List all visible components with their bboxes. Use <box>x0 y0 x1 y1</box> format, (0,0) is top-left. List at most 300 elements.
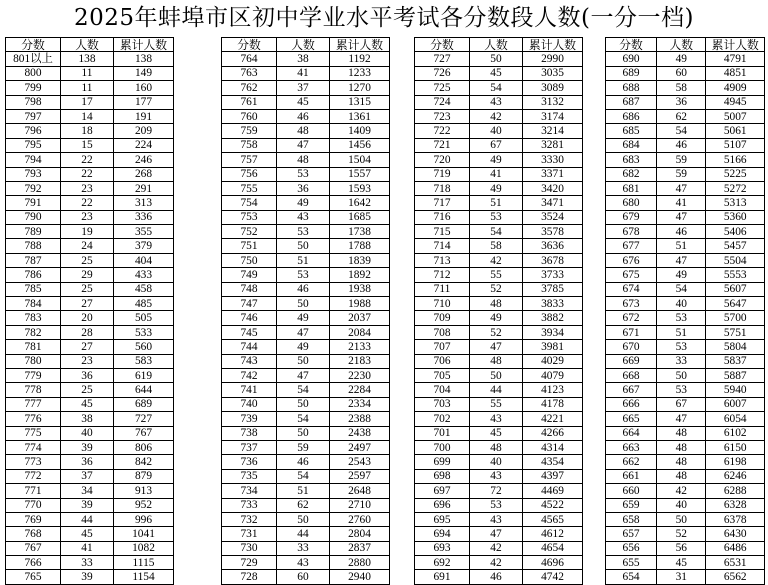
count-cell: 48 <box>657 469 706 483</box>
table-row <box>415 268 583 282</box>
count-cell: 50 <box>277 354 330 368</box>
count-cell: 50 <box>277 239 330 253</box>
count-cell: 53 <box>657 311 706 325</box>
table-row <box>606 66 765 80</box>
score-cell: 691 <box>415 570 470 584</box>
score-cell: 722 <box>415 124 470 138</box>
table-row <box>606 512 765 526</box>
cumulative-cell: 149 <box>114 66 174 80</box>
cumulative-cell: 2084 <box>330 325 390 339</box>
cumulative-cell: 2497 <box>330 440 390 454</box>
table-row <box>6 196 174 210</box>
cumulative-cell: 5504 <box>706 253 765 267</box>
count-cell: 51 <box>277 484 330 498</box>
cumulative-cell: 842 <box>114 455 174 469</box>
score-cell: 700 <box>415 440 470 454</box>
count-cell: 54 <box>277 383 330 397</box>
cumulative-cell: 2648 <box>330 484 390 498</box>
count-cell: 53 <box>277 225 330 239</box>
cumulative-cell: 2438 <box>330 426 390 440</box>
score-cell: 727 <box>415 52 470 66</box>
cumulative-cell: 4469 <box>523 484 583 498</box>
score-cell: 739 <box>222 412 277 426</box>
cumulative-cell: 2710 <box>330 498 390 512</box>
score-cell: 725 <box>415 81 470 95</box>
cumulative-cell: 4079 <box>523 368 583 382</box>
table-row <box>6 469 174 483</box>
count-cell: 54 <box>657 282 706 296</box>
score-cell: 663 <box>606 440 657 454</box>
count-cell: 47 <box>277 368 330 382</box>
cumulative-cell: 5061 <box>706 124 765 138</box>
count-cell: 53 <box>277 167 330 181</box>
count-cell: 33 <box>657 354 706 368</box>
cumulative-cell: 3882 <box>523 311 583 325</box>
table-row <box>606 109 765 123</box>
count-cell: 15 <box>61 138 114 152</box>
cumulative-cell: 4945 <box>706 95 765 109</box>
cumulative-cell: 4654 <box>523 541 583 555</box>
table-row <box>222 239 390 253</box>
count-cell: 31 <box>657 570 706 584</box>
table-row <box>222 556 390 570</box>
header-cumulative: 累计人数 <box>114 38 174 52</box>
table-row <box>606 469 765 483</box>
score-cell: 777 <box>6 397 61 411</box>
cumulative-cell: 583 <box>114 354 174 368</box>
cumulative-cell: 1685 <box>330 210 390 224</box>
score-cell: 701 <box>415 426 470 440</box>
count-cell: 18 <box>61 124 114 138</box>
cumulative-cell: 138 <box>114 52 174 66</box>
score-cell: 733 <box>222 498 277 512</box>
table-row <box>222 440 390 454</box>
score-cell: 757 <box>222 153 277 167</box>
cumulative-cell: 3174 <box>523 109 583 123</box>
count-cell: 42 <box>470 556 523 570</box>
score-cell: 710 <box>415 297 470 311</box>
count-cell: 62 <box>277 498 330 512</box>
cumulative-cell: 5607 <box>706 282 765 296</box>
table-row <box>415 138 583 152</box>
table-row <box>222 124 390 138</box>
table-row <box>415 225 583 239</box>
table-row <box>606 383 765 397</box>
score-cell: 798 <box>6 95 61 109</box>
count-cell: 33 <box>277 541 330 555</box>
table-row <box>6 440 174 454</box>
table-row <box>606 138 765 152</box>
table-row <box>6 412 174 426</box>
count-cell: 53 <box>657 340 706 354</box>
table-row <box>415 556 583 570</box>
count-cell: 47 <box>657 210 706 224</box>
count-cell: 47 <box>657 253 706 267</box>
score-cell: 693 <box>415 541 470 555</box>
count-cell: 49 <box>277 311 330 325</box>
table-row <box>222 455 390 469</box>
cumulative-cell: 6562 <box>706 570 765 584</box>
cumulative-cell: 209 <box>114 124 174 138</box>
score-cell: 781 <box>6 340 61 354</box>
cumulative-cell: 533 <box>114 325 174 339</box>
cumulative-cell: 224 <box>114 138 174 152</box>
cumulative-cell: 2334 <box>330 397 390 411</box>
count-cell: 59 <box>277 440 330 454</box>
count-cell: 39 <box>61 498 114 512</box>
score-cell: 749 <box>222 268 277 282</box>
count-cell: 40 <box>657 498 706 512</box>
count-cell: 58 <box>470 239 523 253</box>
table-row <box>6 239 174 253</box>
count-cell: 53 <box>277 268 330 282</box>
score-cell: 753 <box>222 210 277 224</box>
count-cell: 49 <box>657 268 706 282</box>
score-cell: 774 <box>6 440 61 454</box>
count-cell: 40 <box>61 426 114 440</box>
score-cell: 720 <box>415 153 470 167</box>
count-cell: 22 <box>61 196 114 210</box>
cumulative-cell: 3281 <box>523 138 583 152</box>
score-cell: 665 <box>606 412 657 426</box>
count-cell: 47 <box>657 412 706 426</box>
score-cell: 714 <box>415 239 470 253</box>
table-row <box>415 469 583 483</box>
score-cell: 679 <box>606 210 657 224</box>
cumulative-cell: 4221 <box>523 412 583 426</box>
cumulative-cell: 2880 <box>330 556 390 570</box>
table-row <box>415 282 583 296</box>
table-row <box>606 124 765 138</box>
count-cell: 40 <box>470 455 523 469</box>
cumulative-cell: 1115 <box>114 556 174 570</box>
count-cell: 43 <box>470 412 523 426</box>
count-cell: 45 <box>61 397 114 411</box>
count-cell: 25 <box>61 253 114 267</box>
count-cell: 49 <box>470 311 523 325</box>
cumulative-cell: 5553 <box>706 268 765 282</box>
cumulative-cell: 1988 <box>330 297 390 311</box>
count-cell: 54 <box>470 81 523 95</box>
cumulative-cell: 5360 <box>706 210 765 224</box>
cumulative-cell: 1788 <box>330 239 390 253</box>
cumulative-cell: 1082 <box>114 541 174 555</box>
table-row <box>606 196 765 210</box>
cumulative-cell: 6430 <box>706 527 765 541</box>
count-cell: 51 <box>277 253 330 267</box>
count-cell: 47 <box>277 325 330 339</box>
cumulative-cell: 1270 <box>330 81 390 95</box>
count-cell: 47 <box>470 527 523 541</box>
score-cell: 667 <box>606 383 657 397</box>
score-cell: 770 <box>6 498 61 512</box>
cumulative-cell: 5313 <box>706 196 765 210</box>
cumulative-cell: 291 <box>114 181 174 195</box>
score-cell: 738 <box>222 426 277 440</box>
count-cell: 54 <box>657 124 706 138</box>
score-cell: 745 <box>222 325 277 339</box>
count-cell: 54 <box>470 225 523 239</box>
score-cell: 654 <box>606 570 657 584</box>
table-row <box>6 95 174 109</box>
score-cell: 782 <box>6 325 61 339</box>
score-cell: 758 <box>222 138 277 152</box>
score-cell: 793 <box>6 167 61 181</box>
count-cell: 60 <box>657 66 706 80</box>
cumulative-cell: 4742 <box>523 570 583 584</box>
table-row <box>606 541 765 555</box>
table-row <box>415 440 583 454</box>
table-row <box>606 239 765 253</box>
score-cell: 732 <box>222 512 277 526</box>
score-cell: 775 <box>6 426 61 440</box>
table-row <box>606 412 765 426</box>
count-cell: 45 <box>277 95 330 109</box>
score-cell: 740 <box>222 397 277 411</box>
cumulative-cell: 2037 <box>330 311 390 325</box>
count-cell: 23 <box>61 210 114 224</box>
cumulative-cell: 2183 <box>330 354 390 368</box>
table-row <box>6 297 174 311</box>
cumulative-cell: 485 <box>114 297 174 311</box>
count-cell: 27 <box>61 340 114 354</box>
table-row <box>222 325 390 339</box>
score-cell: 661 <box>606 469 657 483</box>
cumulative-cell: 5225 <box>706 167 765 181</box>
table-row <box>606 153 765 167</box>
cumulative-cell: 1504 <box>330 153 390 167</box>
score-cell: 771 <box>6 484 61 498</box>
cumulative-cell: 6102 <box>706 426 765 440</box>
table-row <box>6 397 174 411</box>
table-row <box>6 81 174 95</box>
cumulative-cell: 3330 <box>523 153 583 167</box>
score-cell: 801以上 <box>6 52 61 66</box>
table-row <box>6 368 174 382</box>
score-cell: 695 <box>415 512 470 526</box>
cumulative-cell: 1192 <box>330 52 390 66</box>
count-cell: 49 <box>470 153 523 167</box>
score-cell: 737 <box>222 440 277 454</box>
count-cell: 48 <box>277 124 330 138</box>
score-cell: 799 <box>6 81 61 95</box>
score-cell: 788 <box>6 239 61 253</box>
cumulative-cell: 3636 <box>523 239 583 253</box>
count-cell: 48 <box>470 354 523 368</box>
cumulative-cell: 5887 <box>706 368 765 382</box>
cumulative-cell: 560 <box>114 340 174 354</box>
header-row <box>415 38 583 52</box>
score-cell: 713 <box>415 253 470 267</box>
cumulative-cell: 2543 <box>330 455 390 469</box>
score-cell: 729 <box>222 556 277 570</box>
score-cell: 779 <box>6 368 61 382</box>
table-row <box>222 225 390 239</box>
table-row <box>222 52 390 66</box>
cumulative-cell: 3678 <box>523 253 583 267</box>
table-row <box>606 527 765 541</box>
score-cell: 786 <box>6 268 61 282</box>
count-cell: 54 <box>277 412 330 426</box>
header-score: 分数 <box>606 38 657 52</box>
count-cell: 29 <box>61 268 114 282</box>
count-cell: 49 <box>277 340 330 354</box>
header-cumulative: 累计人数 <box>706 38 765 52</box>
count-cell: 36 <box>657 95 706 109</box>
score-cell: 730 <box>222 541 277 555</box>
score-cell: 674 <box>606 282 657 296</box>
cumulative-cell: 4909 <box>706 81 765 95</box>
table-row <box>415 527 583 541</box>
table-row <box>6 282 174 296</box>
table-row <box>415 383 583 397</box>
count-cell: 14 <box>61 109 114 123</box>
cumulative-cell: 879 <box>114 469 174 483</box>
cumulative-cell: 1839 <box>330 253 390 267</box>
score-cell: 724 <box>415 95 470 109</box>
count-cell: 67 <box>657 397 706 411</box>
table-row <box>222 383 390 397</box>
score-cell: 748 <box>222 282 277 296</box>
table-row <box>6 556 174 570</box>
table-row <box>222 354 390 368</box>
header-count: 人数 <box>61 38 114 52</box>
count-cell: 28 <box>61 325 114 339</box>
count-cell: 50 <box>277 397 330 411</box>
count-cell: 43 <box>277 556 330 570</box>
table-row <box>606 368 765 382</box>
cumulative-cell: 806 <box>114 440 174 454</box>
cumulative-cell: 379 <box>114 239 174 253</box>
table-row <box>222 282 390 296</box>
score-cell: 769 <box>6 512 61 526</box>
table-row <box>606 253 765 267</box>
table-row <box>415 484 583 498</box>
count-cell: 42 <box>470 109 523 123</box>
count-cell: 48 <box>657 455 706 469</box>
score-cell: 784 <box>6 297 61 311</box>
cumulative-cell: 6486 <box>706 541 765 555</box>
table-row <box>415 153 583 167</box>
cumulative-cell: 5647 <box>706 297 765 311</box>
header-score: 分数 <box>222 38 277 52</box>
cumulative-cell: 2837 <box>330 541 390 555</box>
score-cell: 697 <box>415 484 470 498</box>
score-cell: 731 <box>222 527 277 541</box>
score-cell: 706 <box>415 354 470 368</box>
header-row <box>606 38 765 52</box>
score-cell: 773 <box>6 455 61 469</box>
count-cell: 50 <box>657 368 706 382</box>
score-cell: 751 <box>222 239 277 253</box>
score-cell: 687 <box>606 95 657 109</box>
table-row <box>606 282 765 296</box>
table-row <box>6 311 174 325</box>
score-cell: 708 <box>415 325 470 339</box>
count-cell: 60 <box>277 570 330 584</box>
score-cell: 694 <box>415 527 470 541</box>
table-row <box>6 383 174 397</box>
score-cell: 709 <box>415 311 470 325</box>
table-row <box>415 124 583 138</box>
cumulative-cell: 6054 <box>706 412 765 426</box>
count-cell: 46 <box>470 570 523 584</box>
score-cell: 662 <box>606 455 657 469</box>
table-row <box>415 109 583 123</box>
table-row <box>606 268 765 282</box>
cumulative-cell: 3981 <box>523 340 583 354</box>
score-cell: 717 <box>415 196 470 210</box>
cumulative-cell: 1233 <box>330 66 390 80</box>
count-cell: 50 <box>470 52 523 66</box>
count-cell: 36 <box>61 368 114 382</box>
score-cell: 677 <box>606 239 657 253</box>
score-cell: 772 <box>6 469 61 483</box>
table-row <box>222 210 390 224</box>
table-row <box>606 52 765 66</box>
score-cell: 680 <box>606 196 657 210</box>
score-cell: 658 <box>606 512 657 526</box>
table-row <box>415 196 583 210</box>
table-row <box>415 455 583 469</box>
header-row <box>222 38 390 52</box>
count-cell: 53 <box>470 498 523 512</box>
count-cell: 50 <box>277 297 330 311</box>
cumulative-cell: 1557 <box>330 167 390 181</box>
score-cell: 800 <box>6 66 61 80</box>
score-cell: 671 <box>606 325 657 339</box>
count-cell: 56 <box>657 541 706 555</box>
score-block-1 <box>5 37 174 585</box>
count-cell: 33 <box>61 556 114 570</box>
table-row <box>222 268 390 282</box>
count-cell: 45 <box>657 556 706 570</box>
cumulative-cell: 1361 <box>330 109 390 123</box>
cumulative-cell: 767 <box>114 426 174 440</box>
score-cell: 763 <box>222 66 277 80</box>
score-cell: 678 <box>606 225 657 239</box>
cumulative-cell: 727 <box>114 412 174 426</box>
score-cell: 787 <box>6 253 61 267</box>
count-cell: 44 <box>470 383 523 397</box>
count-cell: 42 <box>657 484 706 498</box>
score-cell: 670 <box>606 340 657 354</box>
cumulative-cell: 5751 <box>706 325 765 339</box>
score-cell: 797 <box>6 109 61 123</box>
cumulative-cell: 1892 <box>330 268 390 282</box>
page-title: 2025年蚌埠市区初中学业水平考试各分数段人数(一分一档) <box>74 5 694 31</box>
count-cell: 39 <box>61 440 114 454</box>
score-cell: 794 <box>6 153 61 167</box>
count-cell: 53 <box>657 383 706 397</box>
cumulative-cell: 3089 <box>523 81 583 95</box>
table-row <box>415 541 583 555</box>
table-row <box>606 297 765 311</box>
cumulative-cell: 2230 <box>330 368 390 382</box>
score-cell: 768 <box>6 527 61 541</box>
count-cell: 41 <box>61 541 114 555</box>
table-row <box>606 397 765 411</box>
table-row <box>6 181 174 195</box>
count-cell: 47 <box>657 181 706 195</box>
table-row <box>222 153 390 167</box>
table-row <box>415 512 583 526</box>
score-cell: 718 <box>415 181 470 195</box>
table-row <box>6 541 174 555</box>
score-cell: 755 <box>222 181 277 195</box>
table-row <box>415 95 583 109</box>
count-cell: 42 <box>470 541 523 555</box>
